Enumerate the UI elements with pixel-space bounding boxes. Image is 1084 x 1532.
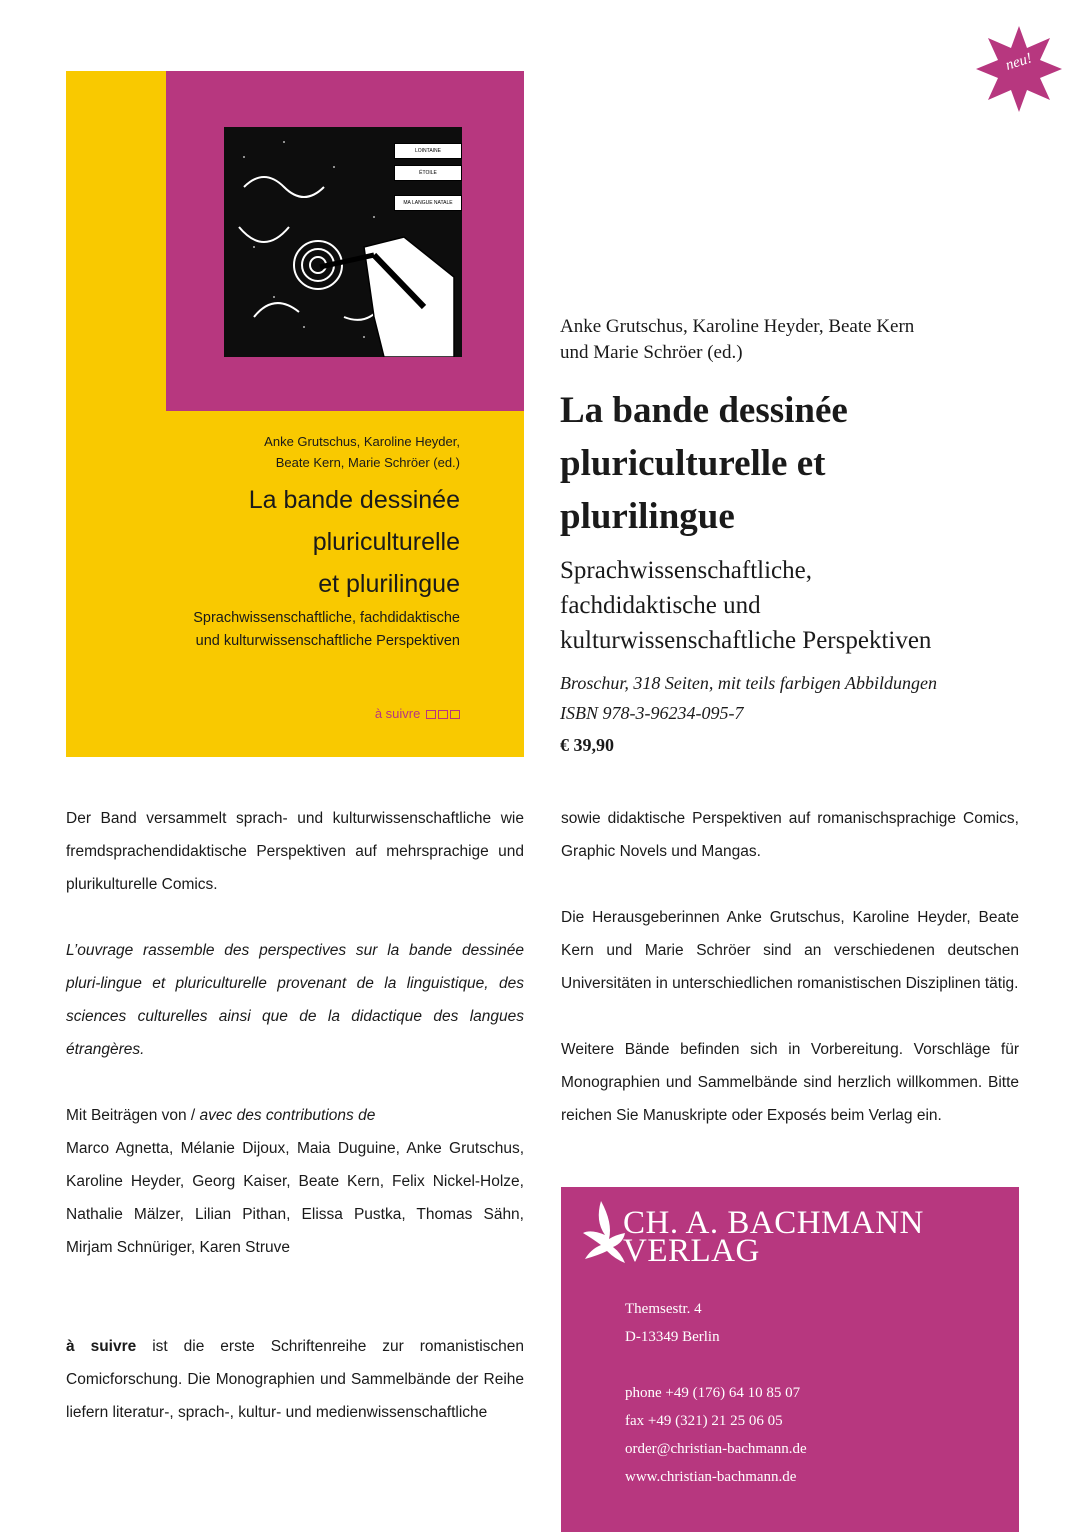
cover-authors: [264, 431, 460, 473]
series-text: ist die erste Schriftenreihe zur romanistischen Comicforschung. Die Monographien und Sammelbände der Reihe liefern literatur-, sprach-, kultur- und medienwissenschaftliche: [66, 1338, 524, 1421]
square-icon: [450, 710, 460, 719]
price: € 39,90: [560, 735, 614, 755]
publisher-name-line: CH. A. BACHMANN: [623, 1205, 924, 1241]
publisher-box: [561, 1187, 1019, 1532]
editors-info: Die Herausgeberinnen Anke Grutschus, Karoline Heyder, Beate Kern und Marie Schröer sind an verschiedenen deutschen Universitäten in unterschiedlichen romanistischen Disziplinen tätig.: [561, 909, 1019, 992]
series-name: à suivre: [66, 1338, 137, 1355]
badge-label: neu!: [1003, 50, 1034, 74]
contrib-label-fr: avec des contributions de: [199, 1107, 376, 1124]
publisher-street: Themsestr. 4: [625, 1301, 702, 1317]
cover-label-box: MA LANGUE NATALE: [394, 195, 462, 211]
cover-label-box: ÉTOILE: [394, 165, 462, 181]
series-continued: sowie didaktische Perspektiven auf romanischsprachige Comics, Graphic Novels und Mangas.: [561, 810, 1019, 860]
isbn: ISBN 978-3-96234-095-7: [560, 703, 744, 723]
cover-series-logo: [375, 706, 460, 721]
book-title: [560, 384, 1040, 543]
contributors-list: Marco Agnetta, Mélanie Dijoux, Maia Duguine, Anke Grutschus, Karoline Heyder, Georg Kaiser, Beate Kern, Felix Nickel-Holze, Nathalie Mälzer, Lilian Pithan, Elissa Pustka, Thomas Sähn, Mirjam Schnüriger, Karen Struve: [66, 1140, 524, 1256]
book-subtitle-line: kulturwissenschaftliche Perspektiven: [560, 627, 932, 654]
cover-title: [249, 479, 460, 605]
book-title-line: La bande dessinée: [560, 390, 848, 431]
right-text-column: [561, 802, 1019, 1132]
cover-authors-line: Beate Kern, Marie Schröer (ed.): [275, 455, 460, 470]
cover-label-box: LOINTAINE: [394, 143, 462, 159]
intro-de: Der Band versammelt sprach- und kulturwissenschaftliche wie fremdsprachendidaktische Perspektiven auf mehrsprachige und plurikulturelle Comics.: [66, 810, 524, 893]
publisher-name: [623, 1205, 924, 1269]
cover-title-line: et plurilingue: [318, 570, 460, 598]
book-cover: [66, 71, 524, 757]
publisher-logo-bird-icon: [579, 1199, 627, 1271]
publisher-phone: phone +49 (176) 64 10 85 07: [625, 1385, 801, 1401]
cover-title-line: La bande dessinée: [248, 486, 460, 514]
cover-subtitle-line: und kulturwissenschaftliche Perspektiven: [195, 633, 460, 649]
intro-fr: L’ouvrage rassemble des perspectives sur la bande dessinée pluri-lingue et pluriculturelle provenant de la linguistique, des sciences culturelles ainsi que de la didactique des langues étrangères.: [66, 942, 524, 1058]
editors: [560, 314, 914, 366]
book-subtitle-line: Sprachwissenschaftliche,: [560, 557, 813, 584]
book-format: [560, 668, 937, 728]
submissions-info: Weitere Bände befinden sich in Vorbereitung. Vorschläge für Monographien und Sammelbände sind herzlich willkommen. Bitte reichen Sie Manuskripte oder Exposés beim Verlag ein.: [561, 1041, 1019, 1124]
book-title-line: plurilingue: [560, 496, 735, 537]
contributors-heading: [66, 1099, 524, 1132]
book-title-line: pluriculturelle et: [560, 443, 826, 484]
cover-series-label: à suivre: [374, 706, 421, 721]
contrib-label-de: Mit Beiträgen von /: [66, 1107, 200, 1124]
new-badge: [974, 24, 1064, 114]
cover-subtitle: [193, 607, 460, 653]
hand-drawing-icon: [224, 127, 462, 357]
square-icon: [426, 710, 436, 719]
cover-artwork: [224, 127, 462, 357]
publisher-contact: [625, 1295, 807, 1491]
publisher-website[interactable]: www.christian-bachmann.de: [625, 1469, 797, 1485]
square-icon: [438, 710, 448, 719]
book-subtitle-line: fachdidaktische und: [560, 592, 761, 619]
cover-subtitle-line: Sprachwissenschaftliche, fachdidaktische: [193, 610, 460, 626]
publisher-city: D-13349 Berlin: [625, 1329, 720, 1345]
cover-authors-line: Anke Grutschus, Karoline Heyder,: [264, 434, 460, 449]
book-subtitle: [560, 553, 1040, 658]
editors-line: Anke Grutschus, Karoline Heyder, Beate Kern: [560, 316, 915, 337]
publisher-email[interactable]: order@christian-bachmann.de: [625, 1441, 807, 1457]
cover-title-line: pluriculturelle: [312, 528, 460, 556]
left-text-column: [66, 802, 524, 1429]
publisher-fax: fax +49 (321) 21 25 06 05: [625, 1413, 783, 1429]
series-description: [66, 1330, 524, 1429]
publisher-name-line: VERLAG: [623, 1233, 760, 1269]
editors-line: und Marie Schröer (ed.): [560, 342, 743, 363]
format-line: Broschur, 318 Seiten, mit teils farbigen Abbildungen: [560, 673, 937, 693]
